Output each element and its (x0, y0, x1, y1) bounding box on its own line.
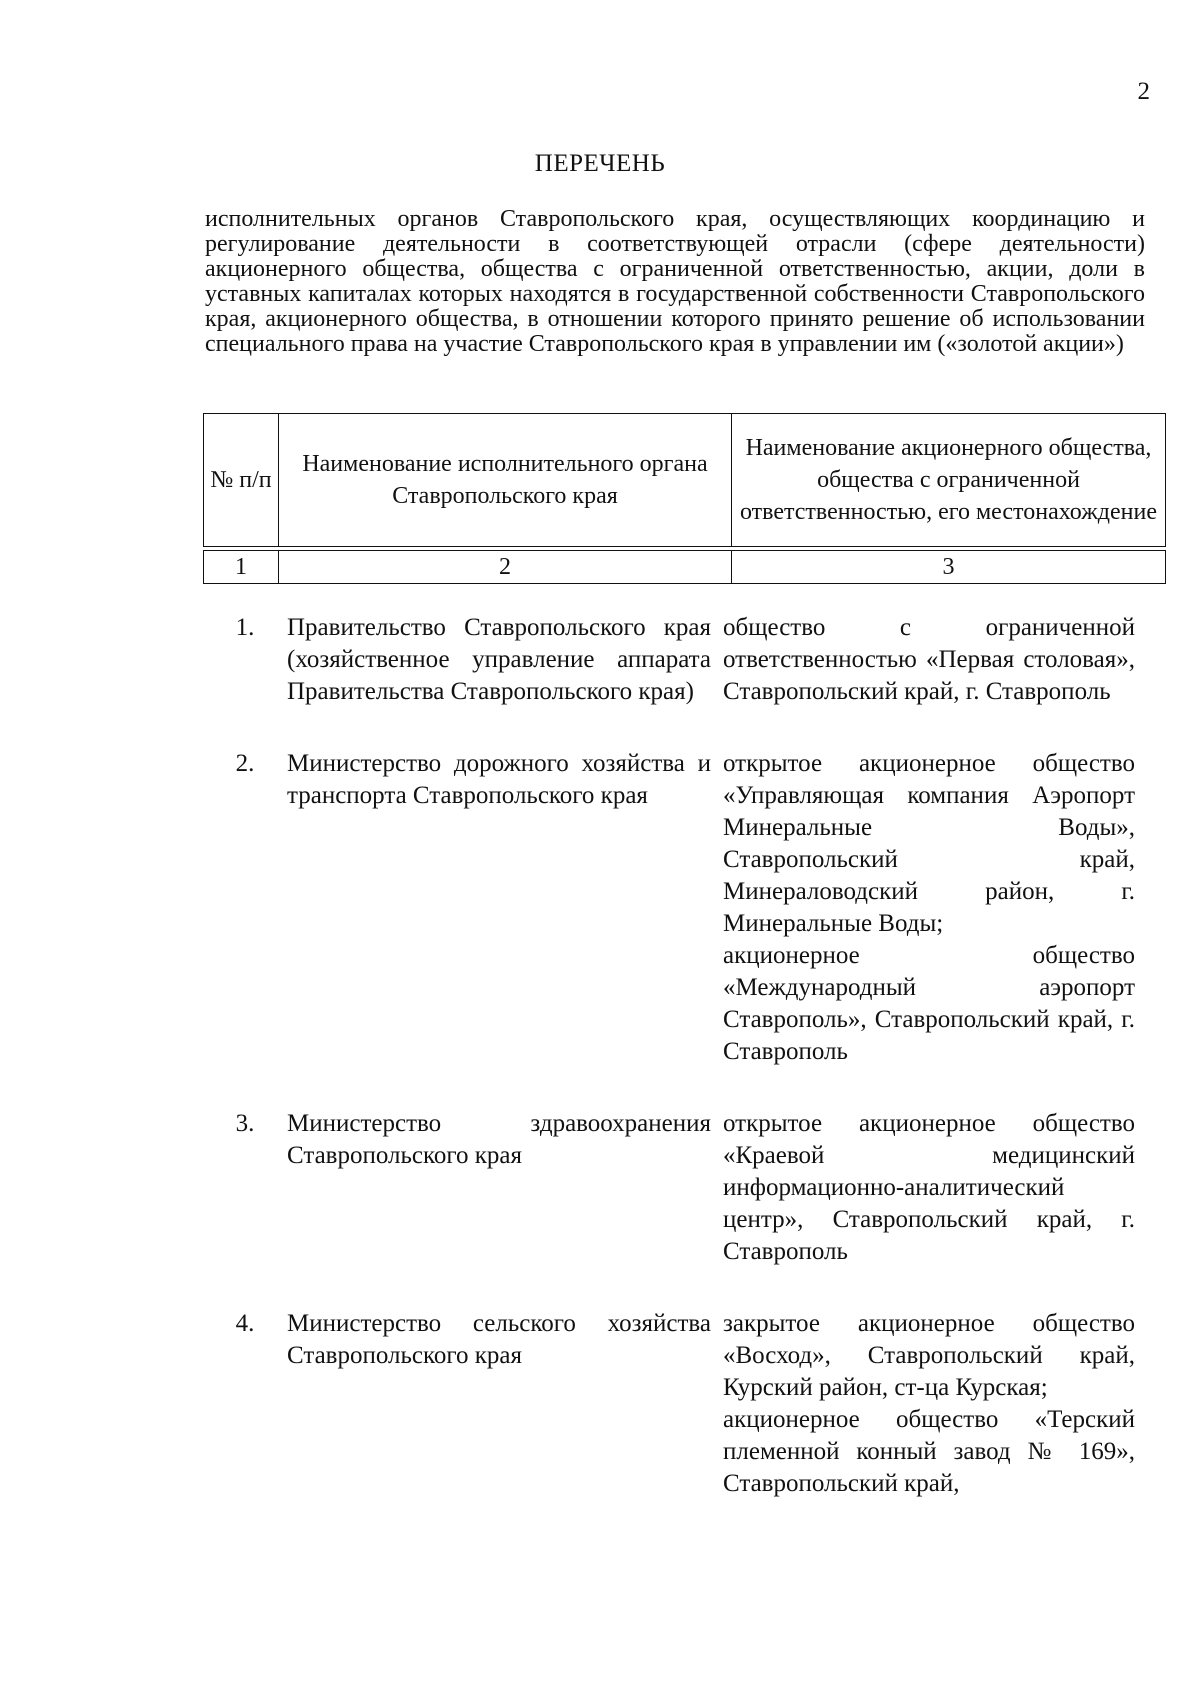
page-number: 2 (1137, 78, 1150, 105)
table-row (205, 612, 1135, 708)
row-number: 3. (235, 1110, 255, 1137)
row-number: 2. (235, 750, 255, 777)
row-organ: Министерство сельского хозяйства Ставропольского края (287, 1310, 711, 1369)
header-col-number: № п/п (204, 414, 279, 547)
table-row (205, 748, 1135, 1068)
table-row (205, 1108, 1135, 1268)
company-entry: акционерное общество «Терский племенной конный завод № 169», Ставропольский край, (723, 1406, 1135, 1497)
row-number: 1. (235, 614, 255, 641)
row-companies (723, 1108, 1135, 1268)
row-companies (723, 612, 1135, 708)
header-num-3: 3 (732, 551, 1166, 584)
document-title: ПЕРЕЧЕНЬ (534, 150, 666, 177)
document-subtitle: исполнительных органов Ставропольского края, осуществляющих координацию и регулирование деятельности в соответствующей отрасли (сфере деятельности) акционерного общества, общества с ограниченной ответственностью, акции, доли в уставных капиталах которых находятся в государственной собственности Ставропольского края, акционерного общества, в отношении которого принято решение об использовании специального права на участие Ставропольского края в управлении им («золотой акции») (205, 206, 1145, 357)
company-entry: общество с ограниченной ответственностью «Первая столовая», Ставропольский край, г. Ставрополь (723, 614, 1135, 705)
header-num-2: 2 (279, 551, 732, 584)
header-col-company: Наименование акционерного общества, общества с ограниченной ответственностью, его местонахождение (732, 414, 1166, 547)
table-header (203, 413, 1166, 584)
header-num-1: 1 (204, 551, 279, 584)
row-companies (723, 1308, 1135, 1500)
header-col-organ: Наименование исполнительного органа Ставропольского края (279, 414, 732, 547)
row-organ: Правительство Ставропольского края (хозяйственное управление аппарата Правительства Ставропольского края) (287, 614, 711, 705)
table-body (205, 612, 1135, 1540)
table-row (205, 1308, 1135, 1500)
company-entry: закрытое акционерное общество «Восход», Ставропольский край, Курский район, ст-ца Курская; (723, 1310, 1135, 1401)
row-companies (723, 748, 1135, 1068)
row-organ: Министерство дорожного хозяйства и транспорта Ставропольского края (287, 750, 711, 809)
row-number: 4. (235, 1310, 255, 1337)
company-entry: акционерное общество «Международный аэропорт Ставрополь», Ставропольский край, г. Ставрополь (723, 942, 1135, 1065)
company-entry: открытое акционерное общество «Управляющая компания Аэропорт Минеральные Воды», Ставропольский край, Минераловодский район, г. Минеральные Воды; (723, 750, 1135, 937)
company-entry: открытое акционерное общество «Краевой медицинский информационно-аналитический центр», Ставропольский край, г. Ставрополь (723, 1110, 1135, 1265)
row-organ: Министерство здравоохранения Ставропольского края (287, 1110, 711, 1169)
